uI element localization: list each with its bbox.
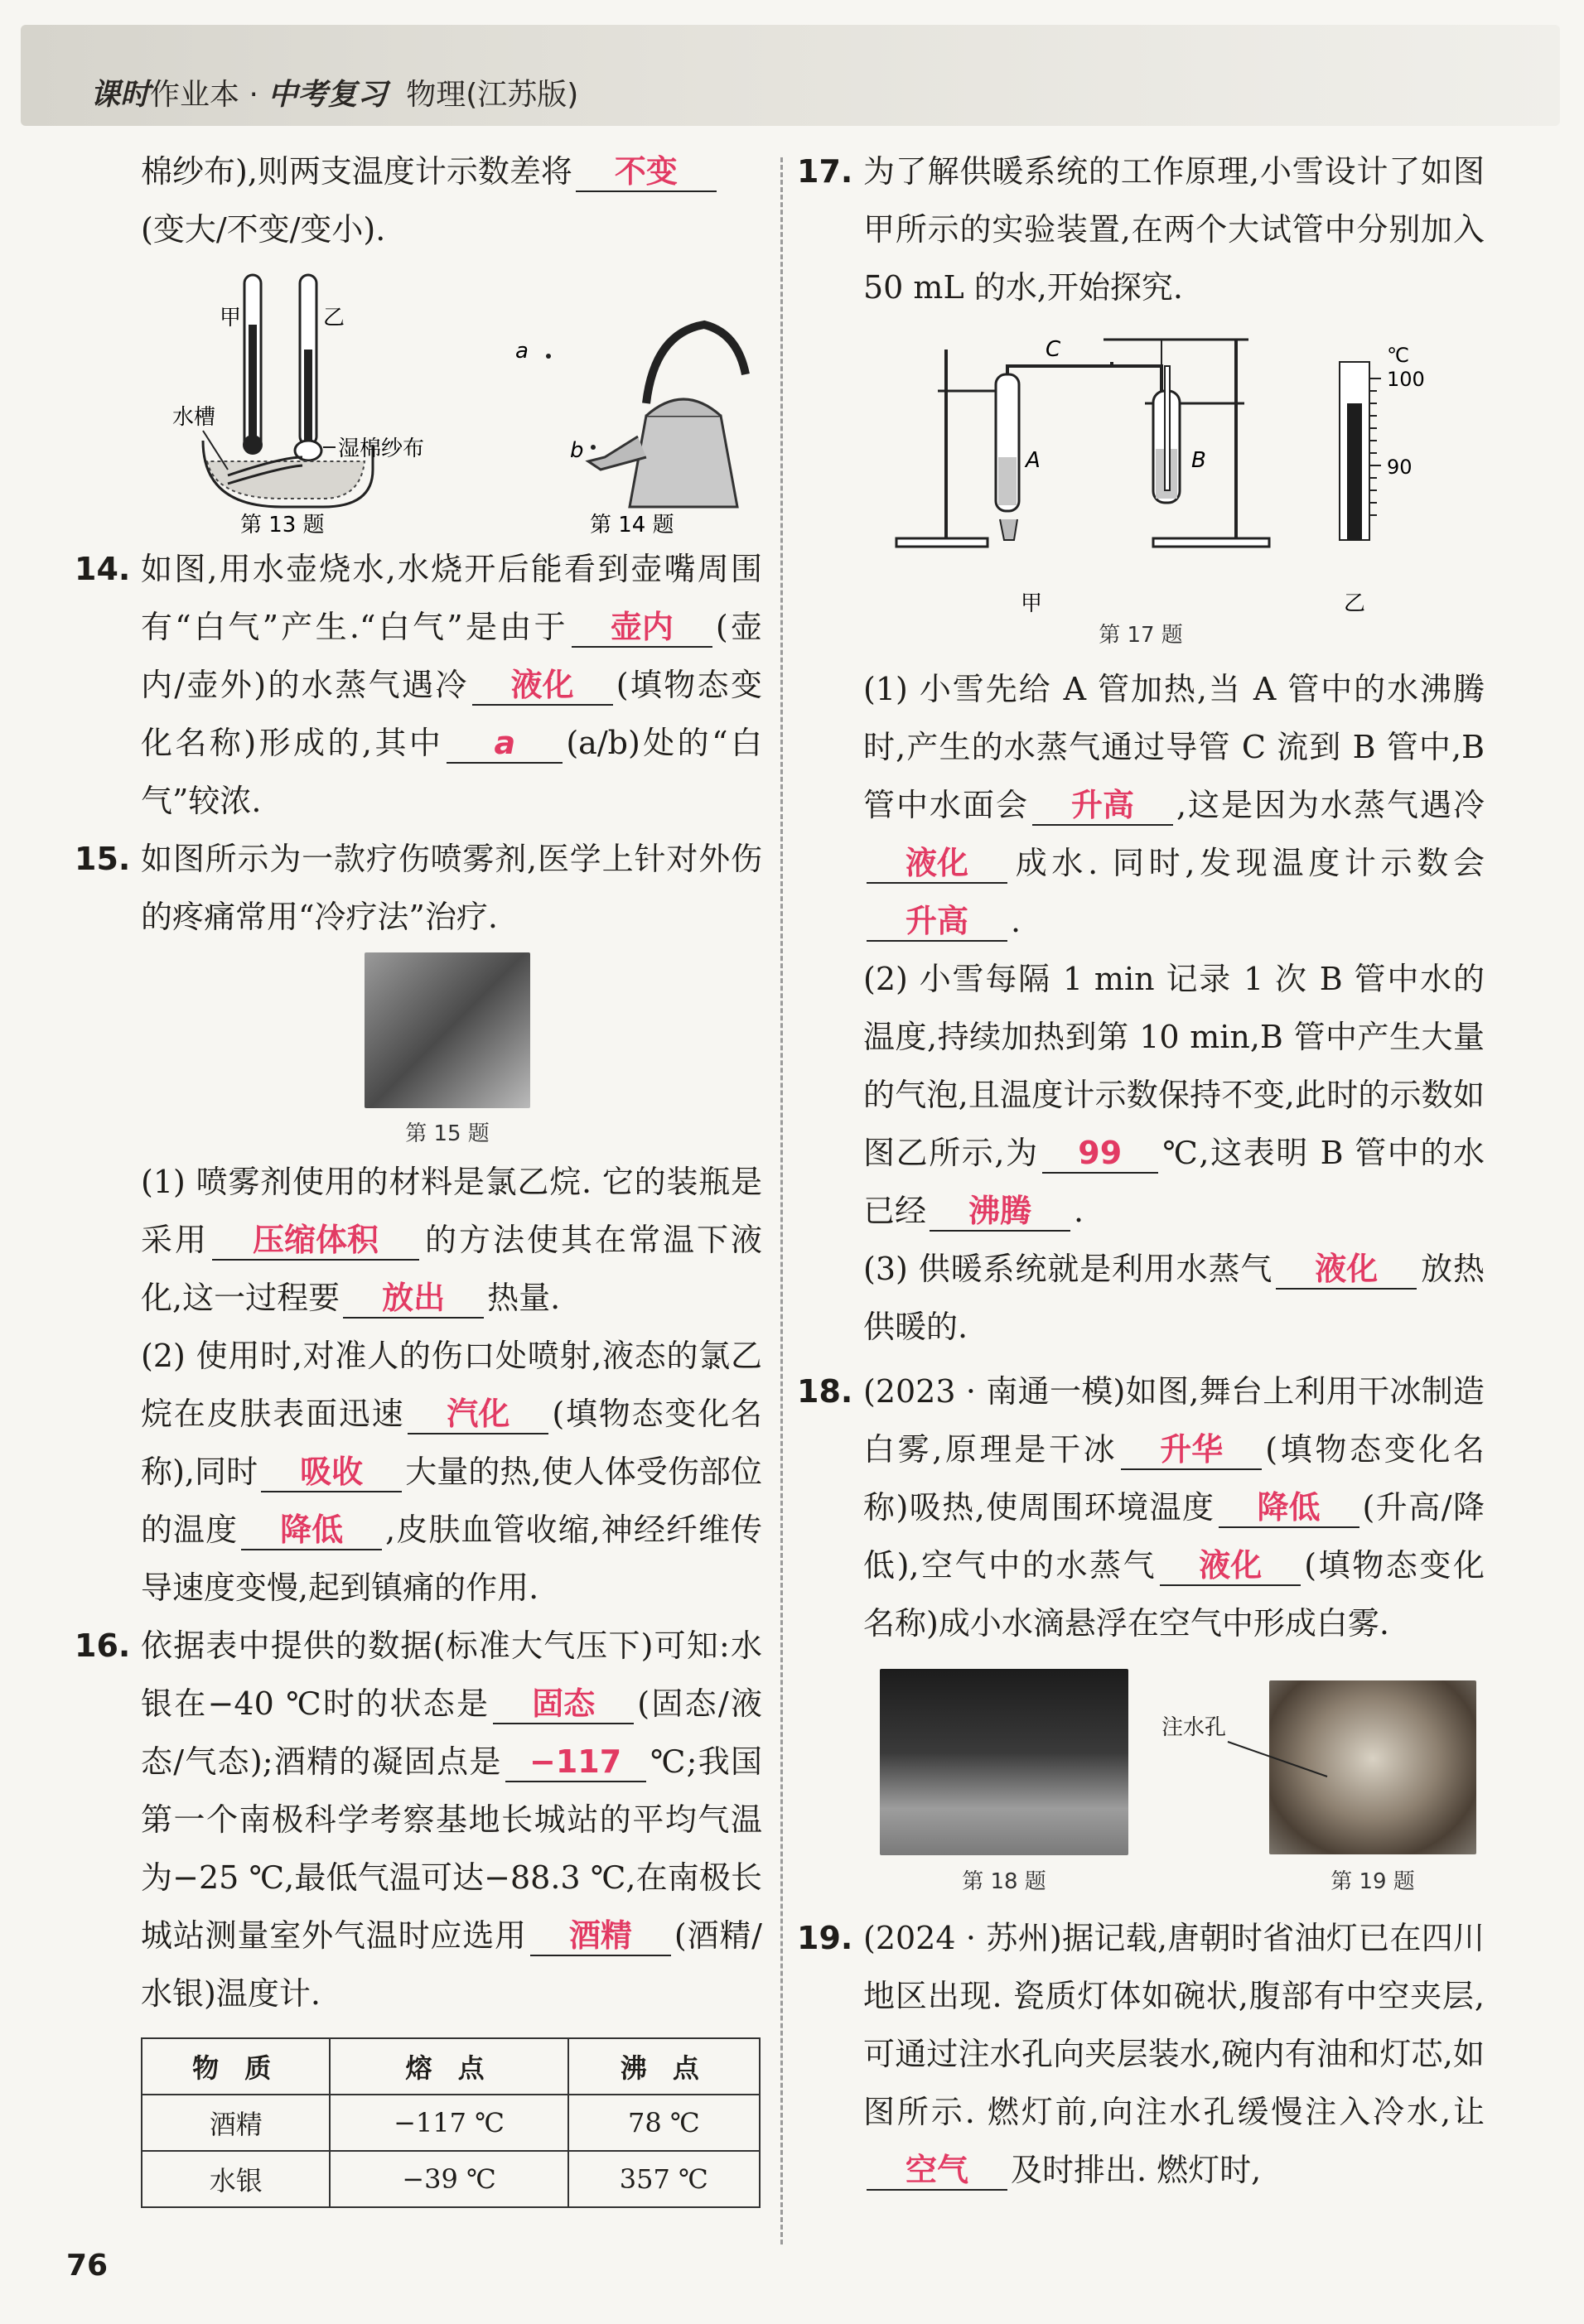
fig13-label-wet-cloth: 湿棉纱布 [338, 436, 425, 461]
answer-blank: 压缩体积 [212, 1221, 419, 1261]
fig13-label-jia: 甲 [220, 306, 242, 330]
fig13-label-yi: 乙 [323, 306, 345, 330]
q13-continuation: 棉纱布),则两支温度计示数差将 不变 (变大/不变/变小). [75, 142, 762, 258]
page-header-band [21, 25, 1560, 126]
answer-blank: a [447, 724, 563, 764]
question-14: 14. 如图,用水壶烧水,水烧开后能看到壶嘴周围有“白气”产生.“白气”是由于 壶内 (壶内/壶外)的水蒸气遇冷 液化 (填物态变化名称)形成的,其中 a (a/b)处的“白气”较浓. [75, 551, 762, 819]
figures-13-14 [75, 258, 762, 540]
answer-blank: 放出 [343, 1279, 484, 1319]
left-column [75, 142, 762, 2208]
answer-blank: 液化 [867, 844, 1007, 884]
table-row [142, 2095, 760, 2151]
right-column [797, 142, 1485, 2199]
answer-blank: 液化 [1160, 1546, 1301, 1586]
answer-blank: 液化 [472, 666, 613, 706]
question-18: 18. (2023 · 南通一模)如图,舞台上利用干冰制造白雾,原理是干冰 升华 (填物态变化名称)吸热,使周围环境温度 降低 (升高/降低),空气中的水蒸气 液化 (填物态变化名称)成小水滴悬浮在空气中形成白雾. [797, 1373, 1485, 1642]
fig13-caption: 第 13 题 [240, 513, 325, 538]
table-row [142, 2151, 760, 2207]
fig14-caption: 第 14 题 [590, 513, 674, 538]
question-19: 19. (2024 · 苏州)据记载,唐朝时省油灯已在四川地区出现. 瓷质灯体如碗状,腹部有中空夹层,可通过注水孔向夹层装水,碗内有油和灯芯,如图所示. 燃灯前,向注水孔缓慢注入冷水,让空气 及时排出. 燃灯时, [797, 1909, 1485, 2199]
table-header: 沸 点 [568, 2038, 760, 2095]
table-cell: 水银 [142, 2151, 330, 2207]
data-table [141, 2037, 761, 2208]
q15-part2: (2) 使用时,对准人的伤口处喷射,液态的氯乙烷在皮肤表面迅速 汽化 (填物态变化名称),同时 吸收 大量的热,使人体受伤部位的温度 降低 ,皮肤血管收缩,神经纤维传导速度变慢,起到镇痛的作用. [141, 1338, 762, 1606]
table-cell: 酒精 [142, 2095, 330, 2151]
answer-blank: 升高 [867, 902, 1007, 942]
answer-blank: 降低 [241, 1511, 382, 1550]
answer-blank: 沸腾 [930, 1192, 1070, 1232]
page-header-title: 课时作业本 · 中考复习 物理(江苏版) [90, 78, 579, 112]
fig17-tick-90: 90 [1387, 456, 1413, 479]
answer-blank: −117 [505, 1743, 646, 1782]
fig17-label-b: B [1191, 448, 1206, 473]
answer-blank: 固态 [493, 1685, 634, 1724]
answer-blank: 升华 [1121, 1430, 1262, 1470]
thermometer-ticks [1369, 378, 1381, 515]
figure-15 [75, 946, 762, 1153]
answer-blank: 升高 [1032, 786, 1173, 826]
question-15: 15. 如图所示为一款疗伤喷雾剂,医学上针对外伤的疼痛常用“冷疗法”治疗. [75, 841, 762, 935]
table-header: 物 质 [142, 2038, 330, 2095]
answer-blank: 酒精 [530, 1917, 671, 1956]
fig17-unit: ℃ [1387, 344, 1409, 367]
question-16: 16. 依据表中提供的数据(标准大气压下)可知:水银在−40 ℃时的状态是 固态 (固态/液态/气态);酒精的凝固点是 −117 ℃;我国第一个南极科学考察基地长城站的平均气温为−25 ℃,最低气温可达−88.3 ℃,在南极长城站测量室外气温时应选用 酒精 (酒精/水银)温度计. [75, 1627, 762, 2012]
q17-part1: (1) 小雪先给 A 管加热,当 A 管中的水沸腾时,产生的水蒸气通过导管 C 流到 B 管中,B 管中水面会 升高 ,这是因为水蒸气遇冷液化 成水. 同时,发现温度计示数会升高 . [797, 660, 1485, 950]
answer-blank: 空气 [867, 2151, 1007, 2191]
fig19-label: 注水孔 [1161, 1715, 1227, 1740]
q17-part3: (3) 供暖系统就是利用水蒸气 液化 放热供暖的. [863, 1251, 1485, 1345]
fig14-label-b: b [570, 438, 584, 463]
table-cell: −117 ℃ [330, 2095, 567, 2151]
thermometer-water-tank-diagram [75, 258, 762, 540]
answer-blank: 不变 [576, 152, 717, 192]
answer-blank: 99 [1042, 1134, 1158, 1174]
answer-blank: 汽化 [408, 1395, 548, 1434]
table-cell: 78 ℃ [568, 2095, 760, 2151]
q15-part1: (1) 喷雾剂使用的材料是氯乙烷. 它的装瓶是采用 压缩体积 的方法使其在常温下液化,这一过程要 放出 热量. [75, 1153, 762, 1327]
question-17: 17. 为了解供暖系统的工作原理,小雪设计了如图甲所示的实验装置,在两个大试管中分别加入 50 mL 的水,开始探究. [797, 153, 1485, 306]
answer-blank: 壶内 [572, 608, 712, 648]
table-header: 熔 点 [330, 2038, 567, 2095]
fig18-caption: 第 18 题 [962, 1869, 1046, 1894]
fig14-label-a: a [515, 339, 529, 364]
answer-blank: 吸收 [261, 1453, 402, 1492]
fig15-caption: 第 15 题 [405, 1121, 490, 1146]
heating-apparatus-diagram [797, 316, 1485, 623]
fig17-label-a: A [1026, 448, 1041, 473]
fig17-label-c: C [1046, 337, 1061, 362]
fig17-caption-visible: 第 17 题 [1099, 623, 1183, 648]
fig17-tick-100: 100 [1387, 368, 1425, 391]
answer-blank: 液化 [1276, 1250, 1417, 1290]
fig13-label-tank: 水槽 [172, 405, 216, 430]
answer-blank: 降低 [1219, 1488, 1359, 1528]
fig19-caption: 第 19 题 [1330, 1869, 1415, 1894]
column-divider [780, 157, 783, 2244]
spray-can-photo [365, 952, 530, 1108]
page-number: 76 [66, 2249, 109, 2283]
figures-18-19 [797, 1669, 1485, 1909]
fig17-label-jia: 甲 [1021, 591, 1043, 616]
table-cell: −39 ℃ [330, 2151, 567, 2207]
table-header-row [142, 2038, 760, 2095]
figure-17 [797, 316, 1485, 623]
table-cell: 357 ℃ [568, 2151, 760, 2207]
q17-part2: (2) 小雪每隔 1 min 记录 1 次 B 管中水的温度,持续加热到第 10 min,B 管中产生大量的气泡,且温度计示数保持不变,此时的示数如图乙所示,为 99 ℃,这表明 B 管中的水已经 沸腾 . [797, 950, 1485, 1240]
fig17-label-yi: 乙 [1344, 591, 1366, 616]
